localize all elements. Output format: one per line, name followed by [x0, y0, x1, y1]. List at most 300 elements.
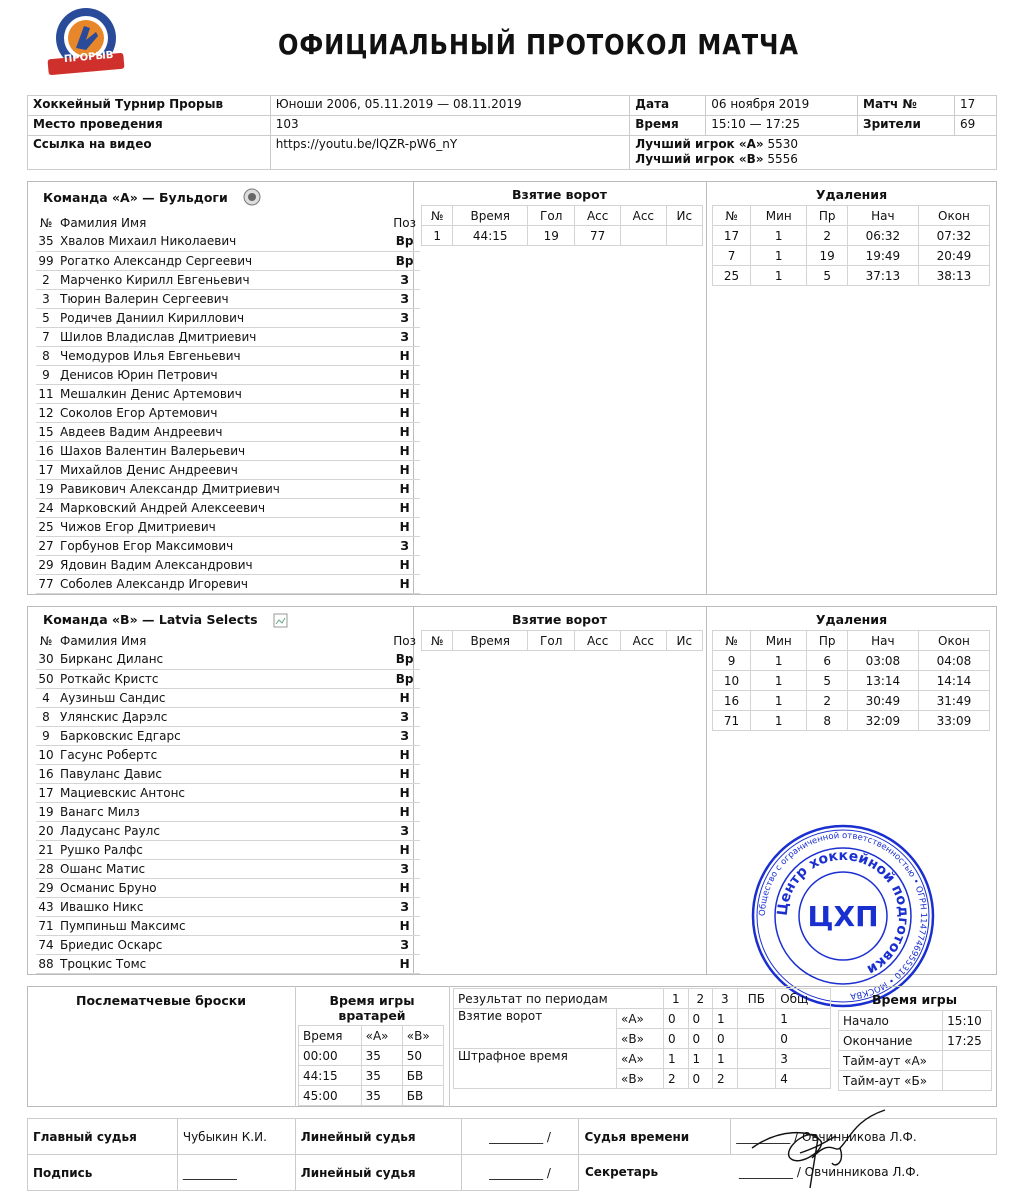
line-referee-1-label: Линейный судья: [295, 1119, 461, 1155]
goals-header-num: №: [422, 631, 453, 651]
player-number: 8: [36, 707, 56, 726]
penalty-row: [713, 266, 990, 286]
player-position: Н: [389, 498, 420, 517]
goalie-header-b: «В»: [402, 1026, 443, 1046]
player-name: Мациевскис Антонс: [56, 783, 389, 802]
time-label: Время: [630, 116, 706, 136]
penalty-cell: 19: [807, 246, 847, 266]
player-name: Барковскис Едгарс: [56, 726, 389, 745]
goalie-time-cell: 50: [402, 1046, 443, 1066]
secretary-label: Секретарь: [585, 1165, 659, 1179]
goalie-time-title-2: вратарей: [338, 1008, 406, 1023]
team-a-title: Команда «А» — Бульдоги: [43, 190, 228, 205]
game-time-cell: Окончание: [839, 1031, 943, 1051]
player-name: Рушко Ралфс: [56, 840, 389, 859]
player-position: Н: [389, 745, 420, 764]
penalty-row: [713, 226, 990, 246]
player-position: Н: [389, 384, 420, 403]
game-time-cell: Тайм-аут «Б»: [839, 1071, 943, 1091]
player-row: [36, 726, 420, 745]
player-number: 9: [36, 726, 56, 745]
player-position: Н: [389, 365, 420, 384]
logo-banner-text: ПРОРЫВ: [63, 49, 114, 66]
player-position: З: [389, 707, 420, 726]
player-name: Денисов Юрин Петрович: [56, 365, 389, 384]
player-number: 4: [36, 688, 56, 707]
game-time-cell: Тайм-аут «А»: [839, 1051, 943, 1071]
player-position: З: [389, 726, 420, 745]
game-time-cell: [943, 1071, 992, 1091]
player-row: [36, 840, 420, 859]
goal-row: [422, 226, 703, 246]
match-number-value: 17: [954, 96, 996, 116]
penalty-row: [713, 671, 990, 691]
date-label: Дата: [630, 96, 706, 116]
penalty-cell: 17: [713, 226, 751, 246]
line-referee-2-value: _________ /: [461, 1155, 579, 1191]
game-time-row: [839, 1051, 992, 1071]
player-name: Аузиньш Сандис: [56, 688, 389, 707]
svg-text:Общество с ограниченной ответс: Общество с ограниченной ответственностью • ОГРН 1147746955310 • МОСКВА: [757, 830, 929, 1001]
goals-a-total: 1: [776, 1009, 831, 1029]
spectators-label: Зрители: [858, 116, 955, 136]
penalty-cell: 30:49: [847, 691, 918, 711]
game-time-cell: 17:25: [943, 1031, 992, 1051]
pen-header-reason: Пр: [807, 631, 847, 651]
player-position: Н: [389, 346, 420, 365]
pim-a-p1: 1: [664, 1049, 689, 1069]
player-name: Ванагс Милз: [56, 802, 389, 821]
player-row: [36, 517, 420, 536]
spectators-value: 69: [954, 116, 996, 136]
penalty-cell: 1: [751, 226, 807, 246]
player-row: [36, 232, 420, 251]
player-position: Вр: [389, 232, 420, 251]
goals-b-p2: 0: [688, 1029, 713, 1049]
player-name: Шахов Валентин Валерьевич: [56, 441, 389, 460]
penalty-row: [713, 246, 990, 266]
penalty-cell: 1: [751, 691, 807, 711]
tournament-logo: [40, 6, 132, 78]
pim-b-total: 4: [776, 1069, 831, 1089]
team-b-penalties-table: [712, 630, 990, 731]
player-number: 24: [36, 498, 56, 517]
roster-header-name: Фамилия Имя: [60, 633, 147, 648]
penalty-cell: 2: [807, 226, 847, 246]
game-time-row: [839, 1071, 992, 1091]
penalty-cell: 71: [713, 711, 751, 731]
goalie-time-cell: 00:00: [299, 1046, 362, 1066]
goals-header-time: Время: [453, 206, 528, 226]
player-row: [36, 422, 420, 441]
handwritten-signature: [740, 1108, 890, 1192]
player-row: [36, 745, 420, 764]
company-stamp: [748, 822, 938, 1010]
player-position: З: [389, 308, 420, 327]
player-row: [36, 935, 420, 954]
player-number: 15: [36, 422, 56, 441]
player-number: 10: [36, 745, 56, 764]
team-a-logo-icon: [243, 188, 261, 206]
penalty-cell: 7: [713, 246, 751, 266]
player-position: Н: [389, 783, 420, 802]
player-number: 71: [36, 916, 56, 935]
game-time-title: Время игры: [871, 992, 958, 1007]
player-row: [36, 308, 420, 327]
player-number: 21: [36, 840, 56, 859]
penalty-cell: 07:32: [918, 226, 989, 246]
penalty-cell: 37:13: [847, 266, 918, 286]
player-row: [36, 802, 420, 821]
player-name: Троцкис Томс: [56, 954, 389, 973]
penalty-cell: 1: [751, 651, 807, 671]
player-row: [36, 365, 420, 384]
player-name: Соколов Егор Артемович: [56, 403, 389, 422]
pen-header-end: Окон: [918, 206, 989, 226]
player-number: 8: [36, 346, 56, 365]
player-number: 99: [36, 251, 56, 270]
player-row: [36, 460, 420, 479]
signature-label: Подпись: [28, 1155, 178, 1191]
video-label: Ссылка на видео: [28, 136, 271, 170]
player-name: Гасунс Робертс: [56, 745, 389, 764]
player-name: Соболев Александр Игоревич: [56, 574, 389, 593]
timekeeper-label: Судья времени: [579, 1119, 731, 1155]
player-position: Вр: [389, 669, 420, 688]
goalie-time-row: [299, 1046, 444, 1066]
player-number: 30: [36, 650, 56, 669]
pen-header-reason: Пр: [807, 206, 847, 226]
player-number: 43: [36, 897, 56, 916]
goal-cell: 44:15: [453, 226, 528, 246]
player-name: Михайлов Денис Андреевич: [56, 460, 389, 479]
team-b-title: Команда «В» — Latvia Selects: [43, 612, 258, 627]
player-number: 3: [36, 289, 56, 308]
player-row: [36, 346, 420, 365]
player-name: Марченко Кирилл Евгеньевич: [56, 270, 389, 289]
player-row: [36, 783, 420, 802]
player-name: Чижов Егор Дмитриевич: [56, 517, 389, 536]
penalty-cell: 13:14: [847, 671, 918, 691]
player-row: [36, 650, 420, 669]
goals-a-p3: 1: [713, 1009, 738, 1029]
goals-header-assist1: Асс: [575, 631, 621, 651]
penalty-cell: 2: [807, 691, 847, 711]
goalie-time-row: [299, 1086, 444, 1106]
penalty-row: [713, 651, 990, 671]
player-row: [36, 688, 420, 707]
team-b-label: «В»: [617, 1069, 664, 1089]
player-number: 29: [36, 878, 56, 897]
player-name: Бриедис Оскарс: [56, 935, 389, 954]
player-number: 35: [36, 232, 56, 251]
penalty-cell: 5: [807, 671, 847, 691]
penalty-cell: 19:49: [847, 246, 918, 266]
penalty-cell: 38:13: [918, 266, 989, 286]
total-header: Общ: [776, 989, 831, 1009]
shootout-title: Послематчевые броски: [75, 993, 246, 1008]
goal-cell: 1: [422, 226, 453, 246]
goals-b-so: [737, 1029, 776, 1049]
penalty-row: [713, 711, 990, 731]
player-name: Чемодуров Илья Евгеньевич: [56, 346, 389, 365]
line-referee-2-label: Линейный судья: [295, 1155, 461, 1191]
player-row: [36, 498, 420, 517]
match-info-table: [27, 95, 997, 170]
game-time-table: [838, 1010, 992, 1091]
player-position: Н: [389, 517, 420, 536]
player-position: Н: [389, 555, 420, 574]
player-row: [36, 821, 420, 840]
player-number: 77: [36, 574, 56, 593]
player-position: З: [389, 327, 420, 346]
player-number: 5: [36, 308, 56, 327]
player-name: Авдеев Вадим Андреевич: [56, 422, 389, 441]
player-name: Хвалов Михаил Николаевич: [56, 232, 389, 251]
penalty-cell: 03:08: [847, 651, 918, 671]
goalie-time-table: [298, 1025, 444, 1106]
division-value: Юноши 2006, 05.11.2019 — 08.11.2019: [270, 96, 630, 116]
player-name: Бирканс Диланс: [56, 650, 389, 669]
penalty-cell: 32:09: [847, 711, 918, 731]
goal-cell: [620, 226, 666, 246]
penalty-cell: 25: [713, 266, 751, 286]
player-name: Рогатко Александр Сергеевич: [56, 251, 389, 270]
goalie-header-a: «А»: [361, 1026, 402, 1046]
player-number: 28: [36, 859, 56, 878]
goals-row-label: Взятие ворот: [454, 1009, 617, 1049]
goal-cell: 19: [528, 226, 575, 246]
player-row: [36, 878, 420, 897]
goal-cell: [666, 226, 702, 246]
goals-header-assist2: Асс: [620, 206, 666, 226]
goals-header-situation: Ис: [666, 631, 702, 651]
pim-a-so: [737, 1049, 776, 1069]
player-row: [36, 574, 420, 593]
player-name: Османис Бруно: [56, 878, 389, 897]
player-row: [36, 441, 420, 460]
pen-header-end: Окон: [918, 631, 989, 651]
player-row: [36, 289, 420, 308]
player-number: 29: [36, 555, 56, 574]
penalty-cell: 04:08: [918, 651, 989, 671]
player-row: [36, 764, 420, 783]
player-row: [36, 669, 420, 688]
player-name: Ладусанс Раулс: [56, 821, 389, 840]
player-position: Н: [389, 574, 420, 593]
goals-header-assist1: Асс: [575, 206, 621, 226]
player-number: 88: [36, 954, 56, 973]
pen-header-num: №: [713, 206, 751, 226]
period-3-header: 3: [713, 989, 738, 1009]
player-position: Н: [389, 479, 420, 498]
penalty-cell: 14:14: [918, 671, 989, 691]
goals-a-so: [737, 1009, 776, 1029]
team-b-label: «В»: [617, 1029, 664, 1049]
match-number-label: Матч №: [858, 96, 955, 116]
player-name: Роткайс Кристс: [56, 669, 389, 688]
game-time-row: [839, 1031, 992, 1051]
team-a-goals-table: [421, 205, 703, 246]
goalie-time-cell: БВ: [402, 1086, 443, 1106]
player-row: [36, 555, 420, 574]
player-position: Н: [389, 802, 420, 821]
player-number: 11: [36, 384, 56, 403]
period-1-header: 1: [664, 989, 689, 1009]
player-position: Н: [389, 441, 420, 460]
time-value: 15:10 — 17:25: [706, 116, 858, 136]
team-a-label: «А»: [617, 1049, 664, 1069]
penalty-cell: 06:32: [847, 226, 918, 246]
player-position: Н: [389, 840, 420, 859]
player-name: Ошанс Матис: [56, 859, 389, 878]
main-referee-label: Главный судья: [28, 1119, 178, 1155]
player-number: 9: [36, 365, 56, 384]
penalty-cell: 6: [807, 651, 847, 671]
game-time-cell: 15:10: [943, 1011, 992, 1031]
player-row: [36, 403, 420, 422]
player-row: [36, 479, 420, 498]
player-position: З: [389, 289, 420, 308]
player-name: Марковский Андрей Алексеевич: [56, 498, 389, 517]
penalty-cell: 8: [807, 711, 847, 731]
player-row: [36, 707, 420, 726]
penalty-cell: 20:49: [918, 246, 989, 266]
pim-row-label: Штрафное время: [454, 1049, 617, 1089]
roster-header-name: Фамилия Имя: [60, 215, 147, 230]
player-row: [36, 859, 420, 878]
goals-a-p1: 0: [664, 1009, 689, 1029]
date-value: 06 ноября 2019: [706, 96, 858, 116]
penalty-cell: 5: [807, 266, 847, 286]
goals-header-time: Время: [453, 631, 528, 651]
penalty-row: [713, 691, 990, 711]
player-name: Мешалкин Денис Артемович: [56, 384, 389, 403]
goalie-time-row: [299, 1066, 444, 1086]
pim-a-total: 3: [776, 1049, 831, 1069]
player-row: [36, 384, 420, 403]
goals-b-total: 0: [776, 1029, 831, 1049]
game-time-cell: [943, 1051, 992, 1071]
player-position: Н: [389, 403, 420, 422]
period-results-table: [453, 988, 831, 1089]
goalie-time-cell: 35: [361, 1046, 402, 1066]
player-name: Шилов Владислав Дмитриевич: [56, 327, 389, 346]
goals-b-p3: 0: [713, 1029, 738, 1049]
penalty-cell: 16: [713, 691, 751, 711]
player-row: [36, 327, 420, 346]
period-results-title: Результат по периодам: [454, 989, 664, 1009]
team-a-penalties-table: [712, 205, 990, 286]
player-position: Н: [389, 954, 420, 973]
best-player-a-value: 5530: [767, 137, 799, 151]
goalie-time-cell: 44:15: [299, 1066, 362, 1086]
player-position: Н: [389, 916, 420, 935]
player-position: З: [389, 270, 420, 289]
goals-header-goal: Гол: [528, 631, 575, 651]
secretary-value: _________ / Овчинникова Л.Ф.: [739, 1165, 920, 1179]
roster-header-pos: Поз: [393, 633, 416, 648]
player-row: [36, 251, 420, 270]
team-a-goals-title: Взятие ворот: [512, 187, 607, 202]
pim-b-p2: 0: [688, 1069, 713, 1089]
goals-a-p2: 0: [688, 1009, 713, 1029]
goals-header-assist2: Асс: [620, 631, 666, 651]
pen-header-start: Нач: [847, 206, 918, 226]
pim-a-p3: 1: [713, 1049, 738, 1069]
player-name: Ядовин Вадим Александрович: [56, 555, 389, 574]
pen-header-start: Нач: [847, 631, 918, 651]
roster-header-num: №: [39, 215, 53, 230]
player-position: З: [389, 821, 420, 840]
goalie-time-cell: БВ: [402, 1066, 443, 1086]
team-a-roster: [36, 213, 420, 594]
player-position: Н: [389, 688, 420, 707]
player-name: Тюрин Валерин Сергеевич: [56, 289, 389, 308]
player-name: Родичев Даниил Кириллович: [56, 308, 389, 327]
player-position: З: [389, 935, 420, 954]
best-player-a-label: Лучший игрок «А»: [635, 137, 764, 151]
player-number: 19: [36, 802, 56, 821]
team-a-penalties-title: Удаления: [815, 187, 888, 202]
main-referee-value: Чубыкин К.И.: [177, 1119, 295, 1155]
goalie-header-time: Время: [299, 1026, 362, 1046]
game-time-row: [839, 1011, 992, 1031]
player-number: 16: [36, 441, 56, 460]
shootout-header: ПБ: [737, 989, 776, 1009]
player-number: 19: [36, 479, 56, 498]
player-name: Ивашко Никс: [56, 897, 389, 916]
roster-header-pos: Поз: [393, 215, 416, 230]
player-number: 12: [36, 403, 56, 422]
pen-header-num: №: [713, 631, 751, 651]
player-position: Н: [389, 460, 420, 479]
pim-b-so: [737, 1069, 776, 1089]
svg-text:Центр хоккейной подготовки: Центр хоккейной подготовки: [774, 847, 912, 978]
broken-image-icon: [273, 613, 289, 629]
player-name: Пумпиньш Максимс: [56, 916, 389, 935]
pen-header-min: Мин: [751, 631, 807, 651]
goalie-time-title-1: Время игры: [329, 993, 415, 1008]
tournament-name: Хоккейный Турнир Прорыв: [28, 96, 271, 116]
penalty-cell: 1: [751, 711, 807, 731]
goalie-time-cell: 45:00: [299, 1086, 362, 1106]
video-link[interactable]: https://youtu.be/lQZR-pW6_nY: [270, 136, 630, 170]
player-number: 7: [36, 327, 56, 346]
best-player-b-label: Лучший игрок «В»: [635, 152, 764, 166]
player-position: Н: [389, 422, 420, 441]
player-name: Улянскис Дарэлс: [56, 707, 389, 726]
player-position: З: [389, 859, 420, 878]
player-position: Вр: [389, 251, 420, 270]
goal-cell: 77: [575, 226, 621, 246]
line-referee-1-value: _________ /: [461, 1119, 579, 1155]
team-b-goals-table: [421, 630, 703, 651]
venue-label: Место проведения: [28, 116, 271, 136]
roster-header-num: №: [39, 633, 53, 648]
player-number: 20: [36, 821, 56, 840]
svg-text:ЦХП: ЦХП: [807, 900, 879, 933]
goals-header-goal: Гол: [528, 206, 575, 226]
player-row: [36, 270, 420, 289]
penalty-cell: 9: [713, 651, 751, 671]
goalie-time-cell: 35: [361, 1086, 402, 1106]
player-row: [36, 954, 420, 973]
pim-b-p3: 2: [713, 1069, 738, 1089]
player-row: [36, 916, 420, 935]
team-b-roster: [36, 631, 420, 974]
penalty-cell: 1: [751, 246, 807, 266]
